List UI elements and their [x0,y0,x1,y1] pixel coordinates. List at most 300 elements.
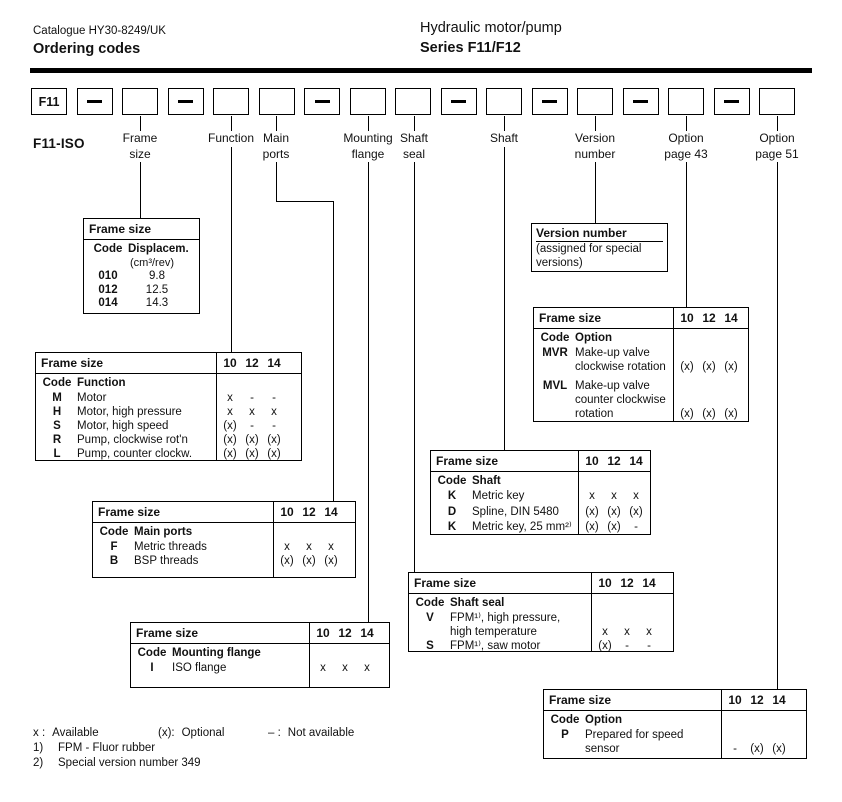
row-description-line: Motor, high pressure [77,406,182,418]
table-title: Frame size [414,576,477,590]
availability-mark: x [249,406,255,418]
frame-size-columns [581,454,647,468]
table-title: Frame size [539,311,602,325]
availability-mark: x [589,490,595,502]
table-header [409,573,673,594]
frame-size-col: 14 [724,311,738,325]
frame-size-col: 14 [324,505,338,519]
row-description [472,520,572,535]
dash-separator-box [714,88,750,115]
displacement-unit: (cm³/rev) [130,257,174,269]
table-row [36,405,301,419]
row-value: 12.5 [145,283,169,296]
table-row [36,447,301,461]
row-availability [219,419,285,433]
availability-mark: x [602,626,608,638]
table-header [431,451,650,472]
row-code: M [52,392,62,404]
frame-size-col: 14 [360,626,374,640]
footnote-number: 2) [33,757,44,769]
order-code-box [213,88,249,115]
table-title: Frame size [549,693,612,707]
row-description-line: Metric threads [134,541,207,553]
frame-size-col: 14 [267,356,281,370]
col-header-code: Code [99,526,129,538]
dash-separator-box [304,88,340,115]
dash-glyph [451,100,466,103]
table-function [35,352,302,461]
field-label-option-page-43 [661,131,710,162]
table-option-page-51 [543,689,807,759]
row-code: L [53,448,61,460]
order-code-box [486,88,522,115]
table-row [84,270,199,284]
row-code: MVL [542,380,568,392]
frame-size-col: 10 [728,693,742,707]
frame-size-col: 12 [620,576,634,590]
field-label-mounting-flange [340,131,395,162]
availability-mark: x [320,662,326,674]
frame-size-col: 12 [338,626,352,640]
availability-mark: (x) [680,408,694,420]
row-description [77,433,188,447]
row-availability [219,447,285,461]
row-description [575,379,666,421]
col-header-label: Function [77,377,126,389]
table-column-headers [36,376,301,391]
header-rule [30,68,812,73]
col-header-label: Option [575,332,613,344]
row-description [450,639,540,652]
row-description [472,489,524,505]
table-column-headers [409,596,673,611]
table-row [93,554,355,568]
row-code: S [426,640,434,652]
availability-mark: x [227,406,233,418]
table-row [431,520,650,535]
table-row [534,346,748,374]
frame-size-columns [676,311,742,325]
frame-size-columns [219,356,285,370]
availability-mark: x [227,392,233,404]
field-label-line: Shaft [489,131,519,145]
field-label-line: page 51 [755,146,799,161]
row-description-line: Metric key [472,490,525,502]
row-description [77,419,168,433]
table-title: Frame size [98,505,161,519]
frame-size-col: 10 [316,626,330,640]
order-code-box [350,88,386,115]
row-description-line: clockwise rotation [575,361,666,373]
row-description [575,346,666,374]
row-description-line: counter clockwise [575,394,666,406]
catalogue-number: Catalogue HY30-8249/UK [33,25,166,37]
availability-mark: (x) [267,448,281,460]
row-code: S [53,420,61,432]
col-header-label: Option [585,714,623,726]
row-description-line: FPM¹⁾, high pressure, [450,612,561,624]
frame-size-col: 14 [629,454,643,468]
availability-mark: x [646,626,652,638]
row-description [172,661,226,675]
frame-size-columns [312,626,378,640]
table-column-headers [544,713,806,728]
availability-mark: (x) [245,434,259,446]
field-label-line: Main [262,131,289,145]
row-value: 14.3 [145,297,169,309]
availability-mark: (x) [702,408,716,420]
table-header [534,308,748,329]
footnote-text: Special version number 349 [58,757,201,769]
col-header-code: Code [540,332,570,344]
field-label-main-ports [260,131,293,162]
field-label-line: Shaft [399,131,429,145]
table-main-ports [92,501,356,578]
table-shaft-seal [408,572,674,652]
col-header-code: Code [137,647,167,659]
availability-mark: - [250,420,254,432]
frame-size-col: 14 [642,576,656,590]
availability-mark: (x) [302,555,316,567]
legend-item [33,727,99,739]
table-column-headers [431,474,650,489]
row-description-line: Pump, counter clockw. [77,448,193,460]
row-code: 012 [98,283,118,296]
availability-mark: (x) [280,555,294,567]
row-availability [676,360,742,374]
availability-mark: (x) [585,521,599,533]
order-code-box [122,88,158,115]
availability-mark: (x) [245,448,259,460]
row-code: F [110,541,118,553]
field-label-shaft [487,131,521,147]
availability-mark: - [733,743,737,755]
table-row [84,284,199,298]
availability-mark: (x) [629,505,643,518]
availability-mark: (x) [324,555,338,567]
row-code: K [447,490,457,502]
table-row [36,433,301,447]
field-label-version-number [572,131,619,162]
table-row [131,661,389,675]
availability-mark: (x) [607,521,621,533]
availability-mark: (x) [750,743,764,755]
col-header-label: Main ports [134,526,193,538]
frame-size-col: 12 [607,454,621,468]
table-header [544,690,806,711]
availability-mark: (x) [223,420,237,432]
table-shaft [430,450,651,535]
dash-separator-box [623,88,659,115]
frame-size-col: 10 [680,311,694,325]
field-label-line: Function [207,131,255,145]
footnote-text: FPM - Fluor rubber [58,742,156,754]
table-column-headers [84,242,199,257]
col-header-label: Shaft seal [450,597,505,609]
field-label-line: seal [402,146,425,161]
table-title: Frame size [41,356,104,370]
table-body [131,644,389,675]
footnote-number: 1) [33,742,44,754]
availability-mark: (x) [680,361,694,373]
table-column-headers [534,331,748,346]
connector-line [414,116,415,572]
availability-mark: (x) [702,361,716,373]
row-code: B [109,555,119,567]
frame-size-col: 10 [598,576,612,590]
frame-size-col: 12 [245,356,259,370]
row-description [585,728,683,756]
field-label-line: page 43 [664,146,708,161]
table-row [544,728,806,756]
frame-size-columns [594,576,660,590]
field-label-frame-size [120,131,161,162]
order-code-box [395,88,431,115]
col-header-code: Code [437,475,467,487]
table-row [431,489,650,505]
version-box-title: Version number [536,226,663,242]
col-header-label: Shaft [472,475,501,487]
availability-mark: (x) [724,361,738,373]
table-mounting-flange [130,622,390,688]
row-availability [276,540,342,554]
row-availability [312,661,378,675]
row-code: H [52,406,62,418]
order-code-box [577,88,613,115]
legend-symbol: (x): [158,727,175,739]
availability-mark: x [271,406,277,418]
field-label-line: number [574,146,616,161]
availability-mark: - [272,392,276,404]
col-header-code: Code [42,377,72,389]
dash-separator-box [532,88,568,115]
table-row [36,419,301,433]
connector-line [504,116,505,450]
field-label-line: Option [668,131,704,145]
legend-item [268,727,354,739]
col-header-code: Code [415,597,445,609]
legend-label: Available [52,727,99,739]
row-availability [594,625,660,639]
row-description [77,447,192,461]
row-code: I [150,662,154,674]
row-availability [581,489,647,505]
row-availability [581,520,647,535]
row-description-line: Motor [77,392,107,404]
field-label-line: flange [351,146,385,161]
row-availability [219,433,285,447]
footnote [33,757,201,769]
product-title: Hydraulic motor/pump [420,20,562,36]
field-label-option-page-51 [752,131,801,162]
availability-mark: - [250,392,254,404]
table-header [131,623,389,644]
availability-mark: (x) [585,505,599,518]
dash-glyph [315,100,330,103]
table-header [93,502,355,523]
table-frame-size-displacement [83,218,200,314]
table-body [534,329,748,421]
frame-size-col: 12 [302,505,316,519]
frame-size-col: 12 [702,311,716,325]
table-body [409,594,673,652]
availability-mark: x [306,541,312,553]
table-row [534,379,748,421]
table-row [431,505,650,521]
row-description-line: Prepared for speed [585,729,684,741]
row-availability [581,505,647,521]
row-description-line: Metric key, 25 mm²⁾ [472,521,572,533]
availability-mark: - [272,420,276,432]
row-description [77,391,106,405]
dash-glyph [633,100,648,103]
frame-size-columns [724,693,790,707]
series-title: Series F11/F12 [420,40,521,56]
legend-label: Optional [181,727,225,739]
availability-mark: (x) [223,448,237,460]
availability-mark: (x) [598,640,612,652]
frame-size-col: 14 [772,693,786,707]
col-header-code: Code [93,243,123,255]
row-code: 010 [98,270,118,282]
availability-mark: - [634,521,638,533]
availability-mark: x [611,490,617,502]
row-description [77,405,182,419]
row-description [472,505,559,521]
row-description-line: FPM¹⁾, saw motor [450,640,541,652]
row-availability [219,391,285,405]
field-label-line: Mounting [343,131,393,145]
frame-size-col: 12 [750,693,764,707]
row-description-line: ISO flange [172,662,227,674]
availability-mark: (x) [724,408,738,420]
row-code: 014 [98,297,118,309]
row-availability [594,639,660,652]
table-option-page-43 [533,307,749,422]
row-availability [219,405,285,419]
row-description [134,540,207,554]
table-row [84,297,199,311]
row-description-line: Make-up valve [575,347,650,359]
connector-line [231,116,232,352]
dash-separator-box [441,88,477,115]
col-header-label: Mounting flange [172,647,261,659]
field-label-line: Option [759,131,795,145]
connector-line [333,201,334,501]
row-availability [676,407,742,421]
table-column-headers [93,525,355,540]
frame-size-col: 10 [585,454,599,468]
connector-line [276,201,334,202]
table-title: Frame size [89,222,152,236]
legend-item [158,727,224,739]
table-body [93,523,355,568]
field-label-line: size [129,146,151,161]
connector-line [777,116,778,689]
row-code: R [52,434,62,446]
field-label-shaft-seal [397,131,431,162]
availability-mark: x [364,662,370,674]
availability-mark: x [624,626,630,638]
row-description [134,554,198,568]
legend-label: Not available [287,727,355,739]
col-header-code: Code [550,714,580,726]
row-availability [724,742,790,756]
field-label-line: Frame [122,131,158,145]
col-header-label: Displacem. [128,243,189,255]
legend-symbol: – : [268,727,281,739]
availability-mark: x [328,541,334,553]
row-value: 9.8 [149,270,165,282]
availability-mark: (x) [267,434,281,446]
row-code: K [447,521,457,533]
field-label-line: Version [574,131,616,145]
row-description-line: rotation [575,408,614,420]
table-header [36,353,301,374]
table-row [93,540,355,554]
frame-size-col: 10 [223,356,237,370]
dash-glyph [542,100,557,103]
row-code: D [447,505,457,518]
availability-mark: x [342,662,348,674]
availability-mark: x [633,490,639,502]
row-code: V [426,612,434,624]
table-row [409,611,673,639]
table-title: Frame size [436,454,499,468]
availability-mark: x [284,541,290,553]
table-row [36,391,301,405]
row-availability [276,554,342,568]
table-row [409,639,673,652]
row-code: P [561,729,569,741]
dash-glyph [87,100,102,103]
row-description-line: Make-up valve [575,380,650,392]
row-description-line: Motor, high speed [77,420,169,432]
page-title: Ordering codes [33,41,141,57]
order-code-box [668,88,704,115]
frame-size-columns [276,505,342,519]
availability-mark: (x) [607,505,621,518]
order-code-box [259,88,295,115]
row-code: MVR [542,347,568,359]
version-box-note: (assigned for special versions) [536,243,642,269]
version-number-box [531,223,668,272]
order-code-box [759,88,795,115]
availability-mark: - [647,640,651,652]
model-code-box: F11 [31,88,67,115]
frame-size-col: 10 [280,505,294,519]
table-body [431,472,650,535]
dash-separator-box [77,88,113,115]
row-description-line: high temperature [450,626,537,638]
dash-glyph [178,100,193,103]
dash-separator-box [168,88,204,115]
field-label-function [205,131,257,147]
footnote [33,742,155,754]
legend-symbol: x : [33,727,46,739]
availability-mark: (x) [223,434,237,446]
dash-glyph [724,100,739,103]
row-description-line: Spline, DIN 5480 [472,505,559,518]
table-column-headers [131,646,389,661]
field-label-line: ports [262,146,290,161]
row-description-line: Pump, clockwise rot'n [77,434,188,446]
table-body [544,711,806,756]
row-description [450,611,560,639]
connector-line [368,116,369,622]
row-description-line: sensor [585,743,620,755]
model-designation: F11-ISO [33,136,85,151]
